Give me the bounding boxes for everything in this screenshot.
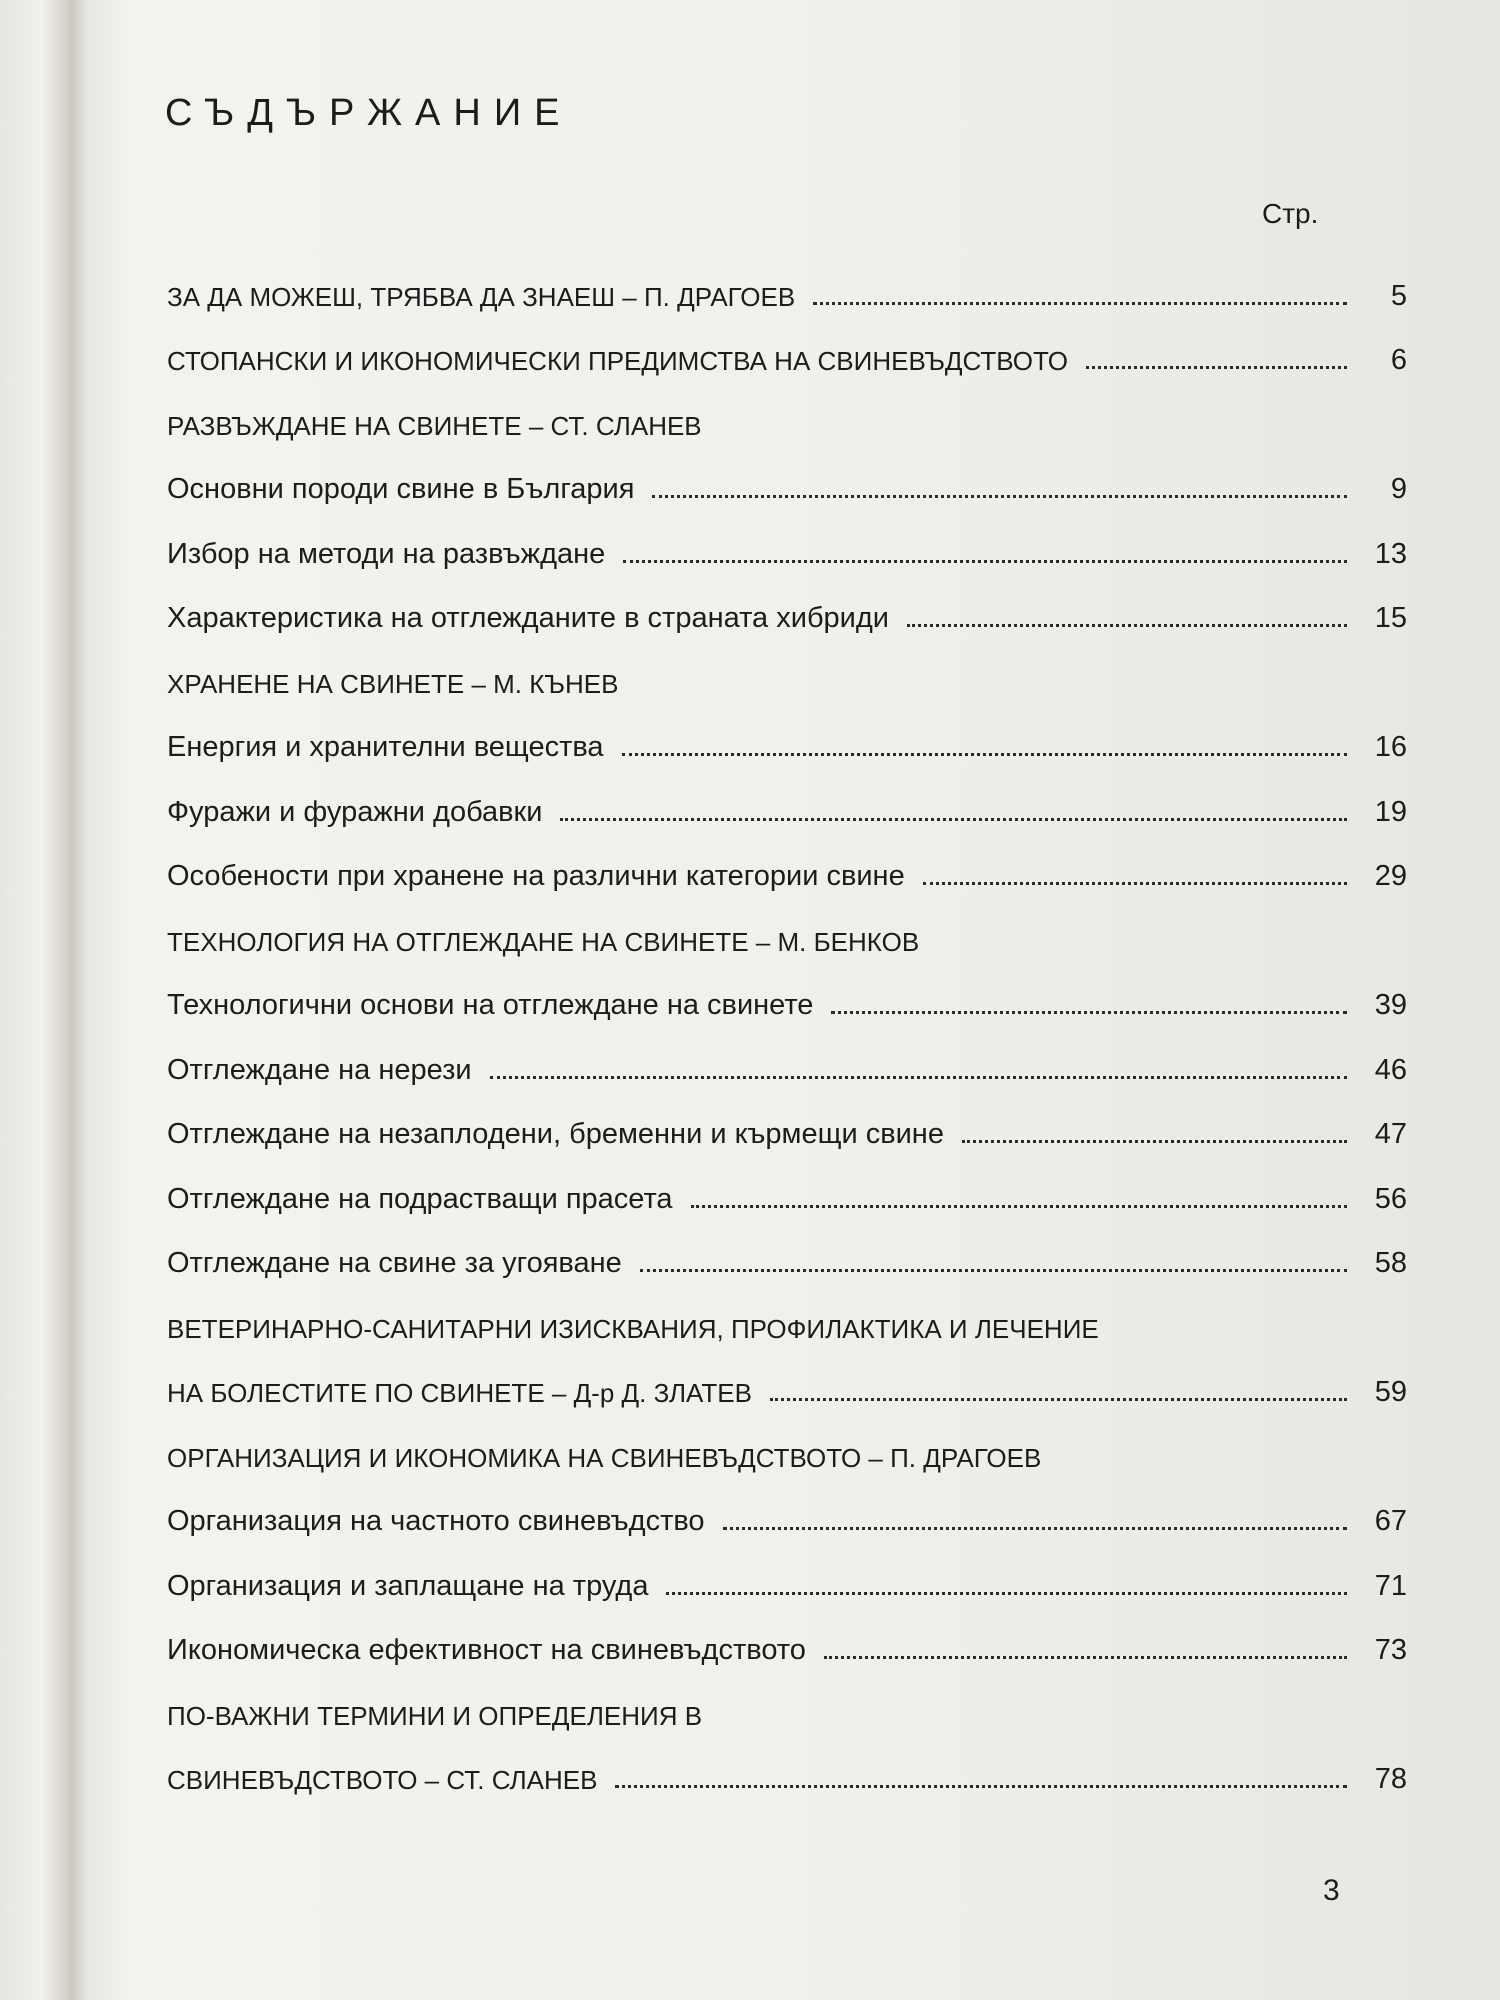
toc-entry-page: 29: [1374, 860, 1407, 892]
toc-entry-title: ХРАНЕНЕ НА СВИНЕТЕ – М. КЪНЕВ: [167, 668, 619, 699]
toc-entry: [167, 1087, 1407, 1152]
toc-entry-page: 46: [1374, 1053, 1407, 1086]
toc-entry: [167, 1409, 1407, 1474]
dot-leader: [623, 559, 1347, 563]
toc-entry-page: 47: [1374, 1118, 1407, 1150]
toc-entry-page: 5: [1390, 279, 1407, 312]
dot-leader: [490, 1075, 1347, 1079]
dot-leader: [813, 301, 1347, 305]
toc-entry-page: 58: [1374, 1247, 1407, 1279]
dot-leader: [615, 1784, 1347, 1788]
table-of-contents: [167, 248, 1407, 1796]
toc-entry-page: 15: [1374, 602, 1407, 634]
dot-leader: [640, 1268, 1347, 1272]
toc-entry: [167, 248, 1407, 313]
toc-entry-page: 67: [1374, 1505, 1407, 1537]
dot-leader: [962, 1139, 1347, 1143]
toc-entry: [167, 1216, 1407, 1281]
toc-entry: [167, 764, 1407, 829]
dot-leader: [723, 1526, 1347, 1530]
toc-entry: [167, 1538, 1407, 1603]
page-title: СЪДЪРЖАНИЕ: [165, 92, 573, 134]
toc-entry-page: 9: [1390, 473, 1407, 505]
toc-entry: [167, 829, 1407, 894]
toc-entry-title: Технологични основи на отглеждане на свинете: [167, 989, 814, 1021]
toc-entry-title: СВИНЕВЪДСТВОТО – СТ. СЛАНЕВ: [167, 1765, 598, 1795]
toc-entry-title: Отглеждане на незаплодени, бременни и кърмещи свине: [167, 1118, 944, 1150]
dot-leader: [923, 881, 1347, 885]
toc-entry-title: Особености при хранене на различни категории свине: [167, 860, 905, 892]
dot-leader: [824, 1655, 1347, 1659]
toc-entry: [167, 635, 1407, 700]
dot-leader: [907, 623, 1347, 627]
dot-leader: [652, 494, 1347, 498]
book-page: [70, 0, 1500, 2000]
toc-entry: [167, 1022, 1407, 1087]
toc-entry-title: НА БОЛЕСТИТЕ ПО СВИНЕТЕ – Д-р Д. ЗЛАТЕВ: [167, 1378, 752, 1408]
page-column-label: Стр.: [1262, 198, 1319, 229]
toc-entry-page: 16: [1374, 731, 1407, 763]
dot-leader: [770, 1397, 1347, 1401]
toc-entry: [167, 1603, 1407, 1668]
book-spine: [0, 0, 70, 2000]
toc-entry-page: 78: [1374, 1763, 1407, 1795]
toc-entry: [167, 1732, 1407, 1797]
toc-entry-page: 59: [1374, 1376, 1407, 1408]
toc-entry: [167, 958, 1407, 1023]
dot-leader: [560, 817, 1347, 821]
toc-entry-title: Фуражи и фуражни добавки: [167, 795, 543, 828]
dot-leader: [831, 1010, 1347, 1014]
page-number: 3: [1323, 1874, 1340, 1907]
toc-entry: [167, 442, 1407, 507]
toc-entry-title: Организация и заплащане на труда: [167, 1569, 649, 1602]
toc-entry-page: 19: [1374, 795, 1407, 828]
toc-entry-page: 73: [1374, 1634, 1407, 1666]
toc-entry-title: Избор на методи на развъждане: [167, 537, 606, 570]
toc-entry-page: 6: [1390, 344, 1407, 376]
toc-entry-title: ОРГАНИЗАЦИЯ И ИКОНОМИКА НА СВИНЕВЪДСТВОТО – П. ДРАГОЕВ: [167, 1442, 1042, 1473]
toc-entry-title: РАЗВЪЖДАНЕ НА СВИНЕТЕ – СТ. СЛАНЕВ: [167, 410, 702, 441]
toc-entry: [167, 1280, 1407, 1345]
toc-entry: [167, 571, 1407, 636]
toc-entry-page: 13: [1374, 537, 1407, 570]
toc-entry-title: ПО-ВАЖНИ ТЕРМИНИ И ОПРЕДЕЛЕНИЯ В: [167, 1700, 703, 1731]
toc-entry: [167, 893, 1407, 958]
toc-entry-page: 71: [1374, 1569, 1407, 1602]
toc-entry-page: 56: [1374, 1182, 1407, 1215]
toc-entry-title: СТОПАНСКИ И ИКОНОМИЧЕСКИ ПРЕДИМСТВА НА СВИНЕВЪДСТВОТО: [167, 346, 1068, 376]
toc-entry-page: 39: [1374, 989, 1407, 1021]
toc-entry: [167, 1474, 1407, 1539]
toc-entry-title: Енергия и хранителни вещества: [167, 731, 604, 763]
toc-entry-title: Отглеждане на свине за угояване: [167, 1247, 622, 1279]
dot-leader: [691, 1204, 1347, 1208]
toc-entry-title: Отглеждане на подрастващи прасета: [167, 1182, 673, 1215]
toc-entry-title: Организация на частното свиневъдство: [167, 1505, 705, 1537]
toc-entry: [167, 377, 1407, 442]
toc-entry: [167, 700, 1407, 765]
toc-entry: [167, 313, 1407, 378]
dot-leader: [666, 1591, 1347, 1595]
toc-entry-title: Икономическа ефективност на свиневъдството: [167, 1634, 806, 1666]
toc-entry-title: Основни породи свине в България: [167, 473, 635, 505]
toc-entry: [167, 1345, 1407, 1410]
toc-entry: [167, 506, 1407, 571]
toc-entry-title: ТЕХНОЛОГИЯ НА ОТГЛЕЖДАНЕ НА СВИНЕТЕ – М. БЕНКОВ: [167, 926, 920, 957]
toc-entry-title: ЗА ДА МОЖЕШ, ТРЯБВА ДА ЗНАЕШ – П. ДРАГОЕВ: [167, 281, 796, 312]
toc-entry: [167, 1667, 1407, 1732]
dot-leader: [622, 752, 1347, 756]
toc-entry-title: ВЕТЕРИНАРНО-САНИТАРНИ ИЗИСКВАНИЯ, ПРОФИЛАКТИКА И ЛЕЧЕНИЕ: [167, 1313, 1099, 1344]
dot-leader: [1086, 365, 1347, 369]
toc-entry-title: Отглеждане на нерези: [167, 1053, 472, 1086]
toc-entry-title: Характеристика на отглежданите в страната хибриди: [167, 602, 889, 634]
toc-entry: [167, 1151, 1407, 1216]
